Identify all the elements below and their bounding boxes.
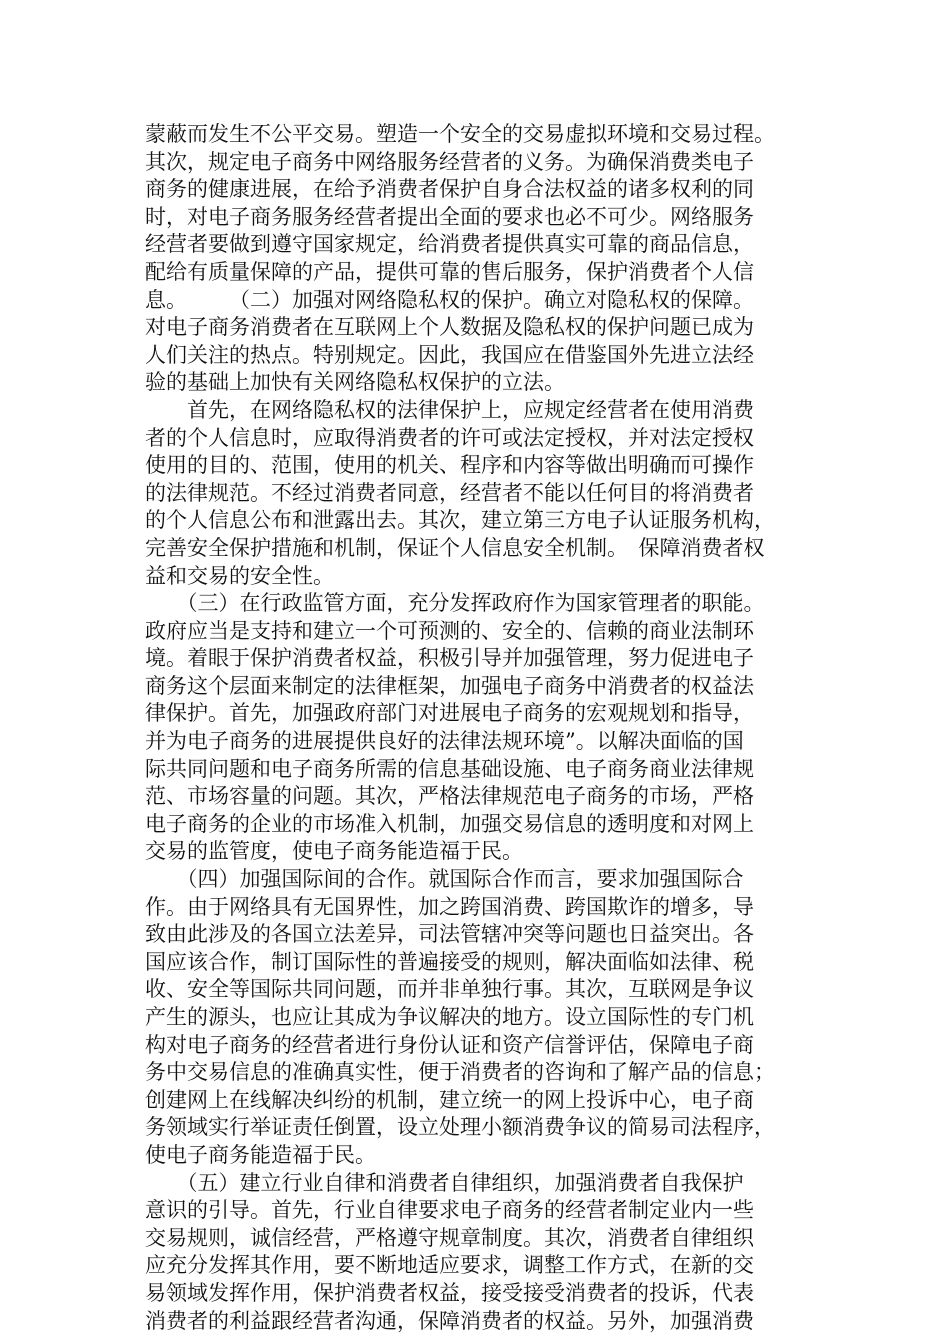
text-line: 配给有质量保障的产品，提供可靠的售后服务，保护消费者个人信: [145, 259, 754, 284]
text-line: 交易规则，诚信经营，严格遵守规章制度。其次，消费者自律组织: [145, 1225, 754, 1250]
text-line: 使用的目的、范围，使用的机关、程序和内容等做出明确而可操作: [145, 453, 754, 478]
text-line: （三）在行政监管方面，充分发挥政府作为国家管理者的职能。: [145, 591, 765, 616]
text-line: 对电子商务消费者在互联网上个人数据及隐私权的保护问题已成为: [145, 315, 754, 340]
document-body-text: [145, 121, 817, 1335]
text-line: 息。 （二）加强对网络隐私权的保护。确立对隐私权的保障。: [145, 287, 754, 312]
text-line: 其次，规定电子商务中网络服务经营者的义务。为确保消费类电子: [145, 149, 754, 174]
text-line: 致由此涉及的各国立法差异，司法管辖冲突等问题也日益突出。各: [145, 922, 754, 947]
text-line: 政府应当是支持和建立一个可预测的、安全的、信赖的商业法制环: [145, 618, 754, 643]
text-line: 人们关注的热点。特别规定。因此，我国应在借鉴国外先进立法经: [145, 342, 754, 367]
text-line: 国应该合作，制订国际性的普遍接受的规则，解决面临如法律、税: [145, 949, 754, 974]
text-line: 经营者要做到遵守国家规定，给消费者提供真实可靠的商品信息，: [145, 232, 754, 257]
text-line: 产生的源头，也应让其成为争议解决的地方。设立国际性的专门机: [145, 1005, 754, 1029]
text-line: 电子商务的企业的市场准入机制，加强交易信息的透明度和对网上: [145, 811, 754, 836]
text-line: 验的基础上加快有关网络隐私权保护的立法。: [145, 370, 565, 395]
text-line: （四）加强国际间的合作。就国际合作而言，要求加强国际合: [145, 867, 744, 892]
text-line: 时，对电子商务服务经营者提出全面的要求也必不可少。网络服务: [145, 204, 754, 229]
text-line: 商务的健康进展，在给予消费者保护自身合法权益的诸多权利的同: [145, 177, 754, 202]
text-line: 务中交易信息的准确真实性，便于消费者的咨询和了解产品的信息；: [145, 1060, 775, 1085]
text-line: 收、安全等国际共同问题，而并非单独行事。其次，互联网是争议: [145, 977, 754, 1002]
text-line: 消费者的利益跟经营者沟通，保障消费者的权益。另外，加强消费: [145, 1308, 754, 1333]
text-line: 境。着眼于保护消费者权益，积极引导并加强管理，努力促进电子: [145, 646, 754, 671]
text-line: 商务这个层面来制定的法律框架，加强电子商务中消费者的权益法: [145, 673, 754, 698]
text-line: 际共同问题和电子商务所需的信息基础设施、电子商务商业法律规: [145, 756, 754, 781]
text-line: 创建网上在线解决纠纷的机制，建立统一的网上投诉中心，电子商: [145, 1087, 754, 1112]
text-line: 交易的监管度，使电子商务能造福于民。: [145, 839, 523, 864]
text-line: 使电子商务能造福于民。: [145, 1142, 376, 1167]
text-line: 并为电子商务的进展提供良好的法律法规环境”。以解决面临的国: [145, 729, 744, 754]
text-line: 蒙蔽而发生不公平交易。塑造一个安全的交易虚拟环境和交易过程。: [145, 122, 775, 146]
text-line: 易领域发挥作用，保护消费者权益，接受接受消费者的投诉，代表: [145, 1280, 754, 1305]
text-line: 益和交易的安全性。: [145, 563, 334, 588]
text-line: 的法律规范。不经过消费者同意，经营者不能以任何目的将消费者: [145, 480, 754, 505]
text-line: 务领域实行举证责任倒置，设立处理小额消费争议的简易司法程序，: [145, 1115, 775, 1140]
text-line: 首先，在网络隐私权的法律保护上，应规定经营者在使用消费: [145, 397, 754, 422]
text-line: 范、市场容量的问题。其次，严格法律规范电子商务的市场，严格: [145, 784, 754, 809]
text-line: 构对电子商务的经营者进行身份认证和资产信誉评估，保障电子商: [145, 1032, 754, 1057]
text-line: 律保护。首先，加强政府部门对进展电子商务的宏观规划和指导，: [145, 701, 754, 726]
text-line: 应充分发挥其作用，要不断地适应要求，调整工作方式，在新的交: [145, 1253, 754, 1278]
text-line: 完善安全保护措施和机制，保证个人信息安全机制。 保障消费者权: [145, 535, 765, 560]
text-line: 的个人信息公布和泄露出去。其次，建立第三方电子认证服务机构，: [145, 508, 775, 533]
text-line: 意识的引导。首先，行业自律要求电子商务的经营者制定业内一些: [145, 1198, 754, 1223]
text-line: （五）建立行业自律和消费者自律组织，加强消费者自我保护: [145, 1170, 744, 1195]
text-line: 作。由于网络具有无国界性，加之跨国消费、跨国欺诈的增多，导: [145, 894, 754, 919]
text-line: 者的个人信息时，应取得消费者的许可或法定授权，并对法定授权: [145, 425, 754, 450]
